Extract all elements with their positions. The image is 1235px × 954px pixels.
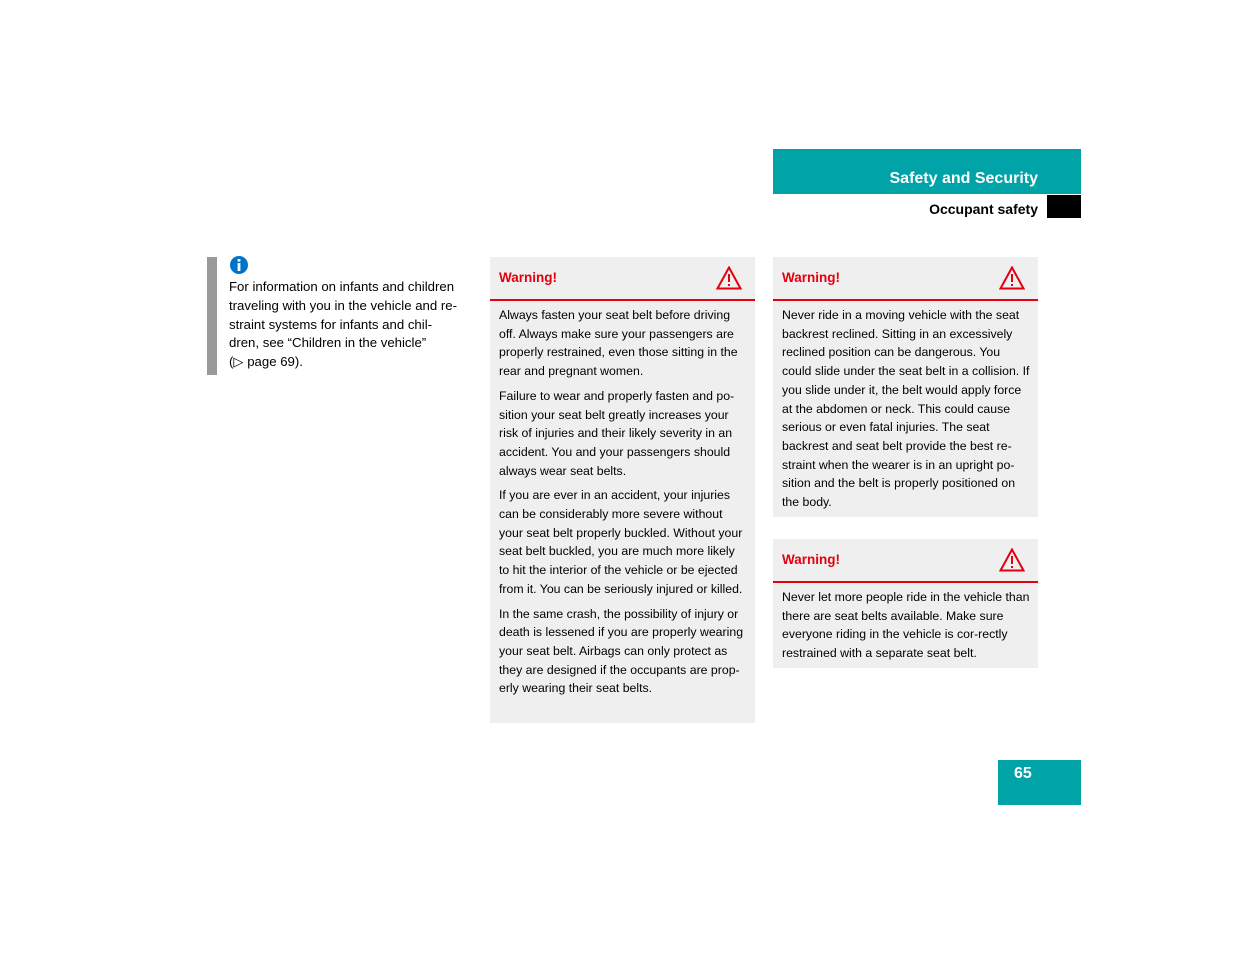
info-icon: [230, 256, 248, 274]
warning-label: Warning!: [499, 270, 557, 285]
warning-body: [773, 583, 1038, 669]
subsection-title: Occupant safety: [929, 201, 1038, 217]
page-number: 65: [1014, 765, 1032, 782]
warning-body: [490, 301, 755, 704]
info-line: For information on infants and children: [229, 279, 455, 294]
info-line: dren, see “Children in the vehicle”: [229, 335, 427, 351]
info-line: (▷ page 69).: [229, 354, 303, 370]
warning-triangle-icon: [999, 266, 1025, 290]
warning-label: Warning!: [782, 552, 840, 567]
warning-paragraph: Never ride in a moving vehicle with the seat backrest reclined. Sitting in an excessively reclined position can be dangerous. You could slide under the seat belt in a collision. If you slide under it, the belt would apply force at the abdomen or neck. This could cause serious or even fatal injuries. The seat backrest and seat belt provide the best re-straint when the wearer is in an upright po-sition and the belt is properly positioned on the body.: [782, 308, 1030, 510]
warning-paragraph: Always fasten your seat belt before driving off. Always make sure your passengers are properly restrained, even those sitting in the rear and pregnant women.: [499, 308, 738, 379]
warning-paragraph: If you are ever in an accident, your injuries can be considerably more severe without your seat belt properly buckled. Without your seat belt buckled, you are much more likely to hit the interior of the vehicle or be ejected from it. You can be seriously injured or killed.: [499, 488, 743, 596]
warning-header: [490, 257, 755, 301]
warning-label: Warning!: [782, 270, 840, 285]
warning-box-backrest: [773, 257, 1038, 517]
info-stripe: [207, 257, 217, 375]
warning-header: [773, 539, 1038, 583]
info-note: [207, 256, 477, 375]
warning-box-occupancy: [773, 539, 1038, 668]
warning-paragraph: Failure to wear and properly fasten and po-sition your seat belt greatly increases your risk of injuries and their likely severity in an accident. You and your passengers should always wear seat belts.: [499, 388, 735, 478]
warning-box-seat-belt: [490, 257, 755, 723]
warning-header: [773, 257, 1038, 301]
info-line: traveling with you in the vehicle and re-: [229, 297, 457, 313]
warning-triangle-icon: [716, 266, 742, 290]
page-number-box: [998, 760, 1081, 805]
section-header-bar: [773, 149, 1081, 194]
subsection-marker: [1047, 195, 1081, 218]
warning-paragraph: Never let more people ride in the vehicle than there are seat belts available. Make sure everyone riding in the vehicle is cor-rectly restrained with a separate seat belt.: [782, 590, 1030, 661]
warning-paragraph: In the same crash, the possibility of injury or death is lessened if you are properly wearing your seat belt. Airbags can only protect as they are designed if the occupants are prop-erly wearing their seat belts.: [499, 606, 744, 696]
info-line: straint systems for infants and chil-: [229, 316, 433, 332]
section-title: Safety and Security: [889, 170, 1038, 187]
warning-triangle-icon: [999, 548, 1025, 572]
info-text: [229, 278, 479, 372]
warning-body: [773, 301, 1038, 518]
